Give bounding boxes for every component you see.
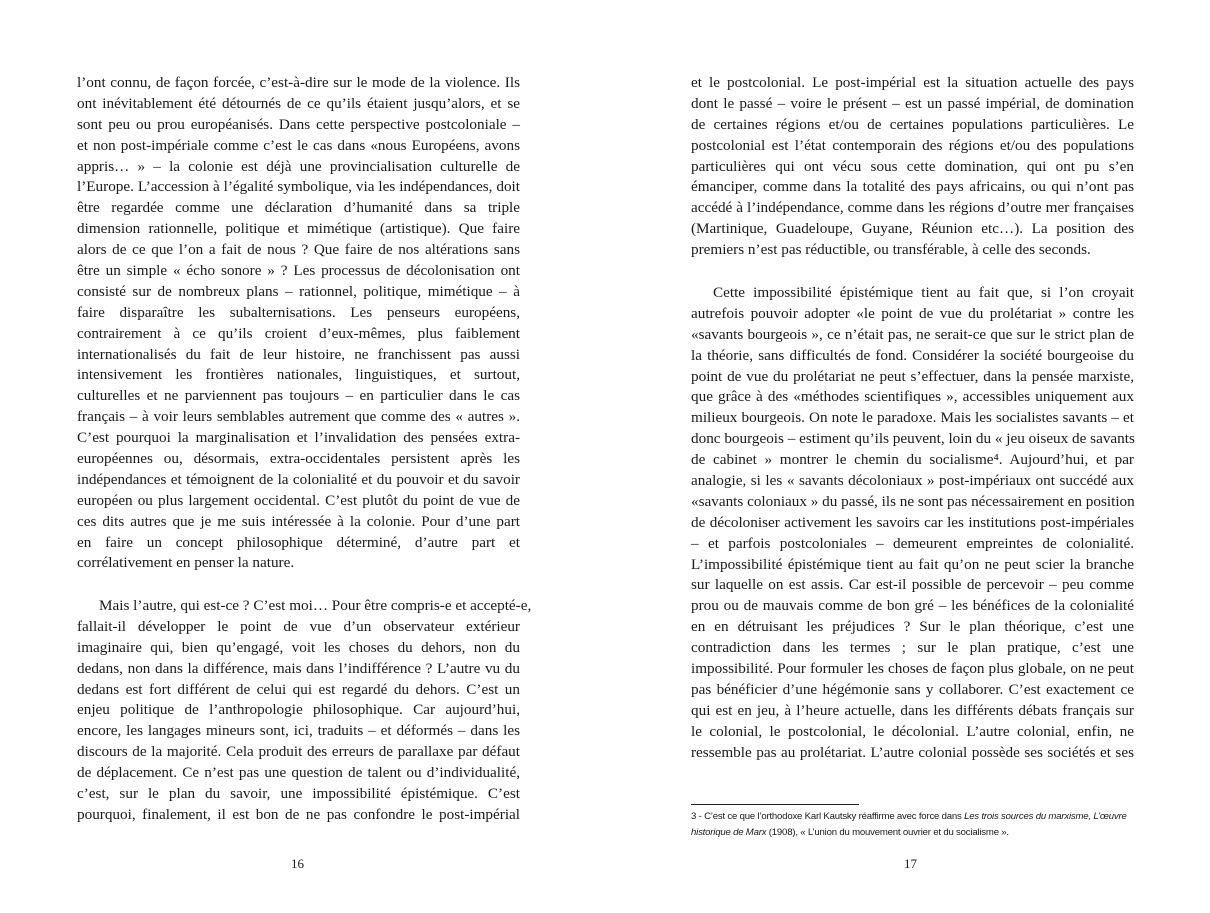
page-number: 16 bbox=[291, 856, 304, 871]
paragraph bbox=[691, 73, 1134, 261]
text-line: en faire un concept philosophique déterminé, d’autre part et bbox=[77, 533, 520, 551]
footnote-rule bbox=[691, 804, 859, 805]
text-line: Cette impossibilité épistémique tient au fait que, si l’on croyait bbox=[713, 284, 1134, 301]
text-line: contradiction dans les termes ; sur le plan pratique, c’est une bbox=[691, 639, 1134, 657]
text-line: discours de la majorité. Cela produit des erreurs de parallaxe par défaut bbox=[77, 743, 520, 761]
text-line: donc bourgeois – estiment qu’ils peuvent, loin du « jeu oiseux de savants bbox=[691, 430, 1135, 448]
footnote-title-italic: Les trois sources du marxisme, L’œuvre historique de Marx bbox=[691, 811, 1127, 838]
text-line: que grâce à des «méthodes scientifiques », accessibles uniquement aux bbox=[691, 388, 1134, 406]
text-line: C’est pourquoi la marginalisation et l’invalidation des pensées extra- bbox=[77, 429, 520, 447]
text-line: accédé à l’indépendance, comme dans les régions d’outre mer françaises bbox=[691, 199, 1134, 217]
text-line: sur laquelle on est assis. Car est-il possible de percevoir – peu comme bbox=[691, 576, 1134, 594]
text-line: ont inévitablement été détournés de ce qu’ils étaient jusqu’alors, et se bbox=[77, 94, 520, 112]
text-line: en en détruisant les préjudices ? Sur le plan théorique, c’est une bbox=[691, 618, 1134, 636]
text-line: être regardée comme une déclaration d’humanité dans sa triple bbox=[77, 199, 520, 217]
text-line: émanciper, comme dans la totalité des pays africains, ou qui n’ont pas bbox=[691, 178, 1134, 196]
text-line: ces dits autres que je me suis intéressée à la colonie. Pour d’une part bbox=[77, 512, 520, 530]
text-line: postcolonial est l’état contemporain des régions et/ou des populations bbox=[691, 136, 1134, 154]
text-line: consisté sur de nombreux plans – rationnel, politique, mimétique – à bbox=[77, 282, 520, 300]
text-line: appris… » – la colonie est déjà une provincialisation culturelle de bbox=[77, 157, 520, 175]
text-line: L’impossibilité épistémique tient au fait qu’on ne peut scier la branche bbox=[691, 555, 1134, 573]
text-line: pas bénéficier d’une hégémonie sans y collaborer. C’est exactement ce bbox=[691, 680, 1134, 698]
text-line: et non post-impériale comme c’est le cas dans «nous Européens, avons bbox=[77, 136, 520, 154]
text-line: de déplacement. Ce n’est pas une question de talent ou d’individualité, bbox=[77, 764, 520, 782]
text-line: de cabinet » montrer le chemin du socialisme⁴. Aujourd’hui, et par bbox=[691, 451, 1134, 469]
text-line: européen ou plus largement occidental. C’est plutôt du point de vue de bbox=[77, 491, 520, 509]
text-line: impossibilité. Pour formuler les choses de façon plus globale, on ne peut bbox=[691, 660, 1134, 678]
text-line: imaginaire qui, bien qu’engagé, voit les choses du dehors, non du bbox=[77, 638, 520, 656]
text-line: particulières qui ont vécu sous cette domination, qui ont pu s’en bbox=[691, 157, 1134, 175]
footnote-number: 3 - bbox=[691, 811, 705, 822]
text-line: l’ont connu, de façon forcée, c’est-à-dire sur le mode de la violence. Ils bbox=[77, 74, 520, 91]
text-line: sont peu ou prou européanisés. Dans cette perspective postcoloniale – bbox=[77, 115, 520, 133]
text-line: enjeu politique de l’anthropologie philosophique. Car aujourd’hui, bbox=[77, 701, 520, 719]
text-line: contrairement à ce qu’ils croient d’eux-mêmes, plus faiblement bbox=[77, 324, 520, 342]
text-line: autrefois pouvoir adopter «le point de vue du prolétariat » contre les bbox=[691, 304, 1134, 322]
text-line: analogie, si les « savants décoloniaux » post-impériaux ont succédé aux bbox=[691, 472, 1134, 490]
text-line: être un simple « écho sonore » ? Les processus de décolonisation ont bbox=[77, 262, 520, 280]
text-line: point de vue du prolétariat ne peut s’effectuer, dans la pensée marxiste, bbox=[691, 367, 1134, 385]
text-line: dimension rationnelle, politique et mimétique (artistique). Que faire bbox=[77, 220, 520, 238]
text-line: alors de ce que l’on a fait de nous ? Que faire de nos altérations sans bbox=[77, 241, 520, 259]
text-line: encore, les langages mineurs sont, ici, traduits – et déformés – dans les bbox=[77, 722, 520, 740]
text-line: dedans, non dans la différence, mais dans l’indifférence ? L’autre vu du bbox=[77, 659, 520, 677]
text-line: milieux bourgeois. On note le paradoxe. Mais les socialistes savants – et bbox=[691, 409, 1134, 427]
text-line: ressemble pas au prolétariat. L’autre colonial possède ses sociétés et ses bbox=[691, 743, 1134, 761]
text-line: la théorie, sans difficultés de fond. Considérer la société bourgeoise du bbox=[691, 346, 1134, 364]
text-line: de décoloniser activement les savoirs car les institutions post-impériales bbox=[691, 513, 1134, 531]
text-line: français – à voir leurs semblables autrement que comme des « autres ». bbox=[77, 408, 520, 426]
text-line: pourquoi, finalement, il est bon de ne pas confondre le post-impérial bbox=[77, 805, 520, 823]
text-line: le colonial, le postcolonial, le décolonial. L’autre colonial, enfin, ne bbox=[691, 722, 1134, 740]
text-line: de certaines régions et/ou de certaines populations particulières. Le bbox=[691, 115, 1134, 133]
page-number: 17 bbox=[904, 856, 917, 871]
text-line: (Martinique, Guadeloupe, Guyane, Réunion etc…). La position des bbox=[691, 220, 1134, 238]
text-line: faire disparaître les subalternisations. Les penseurs européens, bbox=[77, 303, 520, 321]
text-line: dont le passé – voire le présent – est un passé impérial, de domination bbox=[691, 94, 1134, 112]
footnote-text-before: C’est ce que l’orthodoxe Karl Kautsky réaffirme avec force dans bbox=[704, 811, 965, 822]
text-line: dedans est fort différent de celui qui est regardé du dehors. C’est un bbox=[77, 680, 520, 698]
text-line: et le postcolonial. Le post-impérial est la situation actuelle des pays bbox=[691, 74, 1134, 91]
text-line: prou ou de mauvais comme de bon gré – les bénéfices de la colonialité bbox=[691, 597, 1134, 615]
text-line: qui est en jeu, à l’heure actuelle, dans les différents débats français sur bbox=[691, 701, 1134, 719]
text-line: internationalisés du fait de leur histoire, ne franchissent pas aussi bbox=[77, 345, 520, 363]
footnote-text-after: (1908), « L’union du mouvement ouvrier et du socialisme ». bbox=[766, 827, 1009, 838]
paragraph bbox=[77, 596, 532, 826]
text-line: l’Europe. L’accession à l’égalité symbolique, via les indépendances, doit bbox=[77, 178, 520, 196]
text-line: «savants bourgeois », ce n’était pas, ne serait-ce que sur le strict plan de bbox=[691, 325, 1134, 343]
text-line: Mais l’autre, qui est-ce ? C’est moi… Pour être compris-e et accepté-e, bbox=[99, 597, 532, 614]
text-line: fallait-il développer le point de vue d’un observateur extérieur bbox=[77, 617, 520, 635]
text-line: intensivement les frontières nationales, linguistiques, et surtout, bbox=[77, 366, 520, 384]
text-line: corrélativement en penser la nature. bbox=[77, 554, 295, 572]
text-line: culturelles et ne parviennent pas toujours – en particulier dans le cas bbox=[77, 387, 520, 405]
text-line: – et parfois postcoloniales – demeurent empreintes de colonialité. bbox=[691, 534, 1134, 552]
paragraph bbox=[77, 73, 520, 574]
footnote bbox=[691, 809, 1141, 841]
text-line: c’est, sur le plan du savoir, une impossibilité épistémique. C’est bbox=[77, 785, 520, 803]
paragraph bbox=[691, 283, 1134, 763]
text-line: «savants coloniaux » du passé, ils ne sont pas nécessairement en position bbox=[691, 492, 1135, 510]
text-line: européennes ou, désormais, extra-occidentales persistent après les bbox=[77, 450, 520, 468]
text-line: premiers n’est pas réductible, ou transférable, à celle des seconds. bbox=[691, 241, 1091, 259]
text-line: indépendances et témoignent de la colonialité et du pouvoir et du savoir bbox=[77, 470, 520, 488]
